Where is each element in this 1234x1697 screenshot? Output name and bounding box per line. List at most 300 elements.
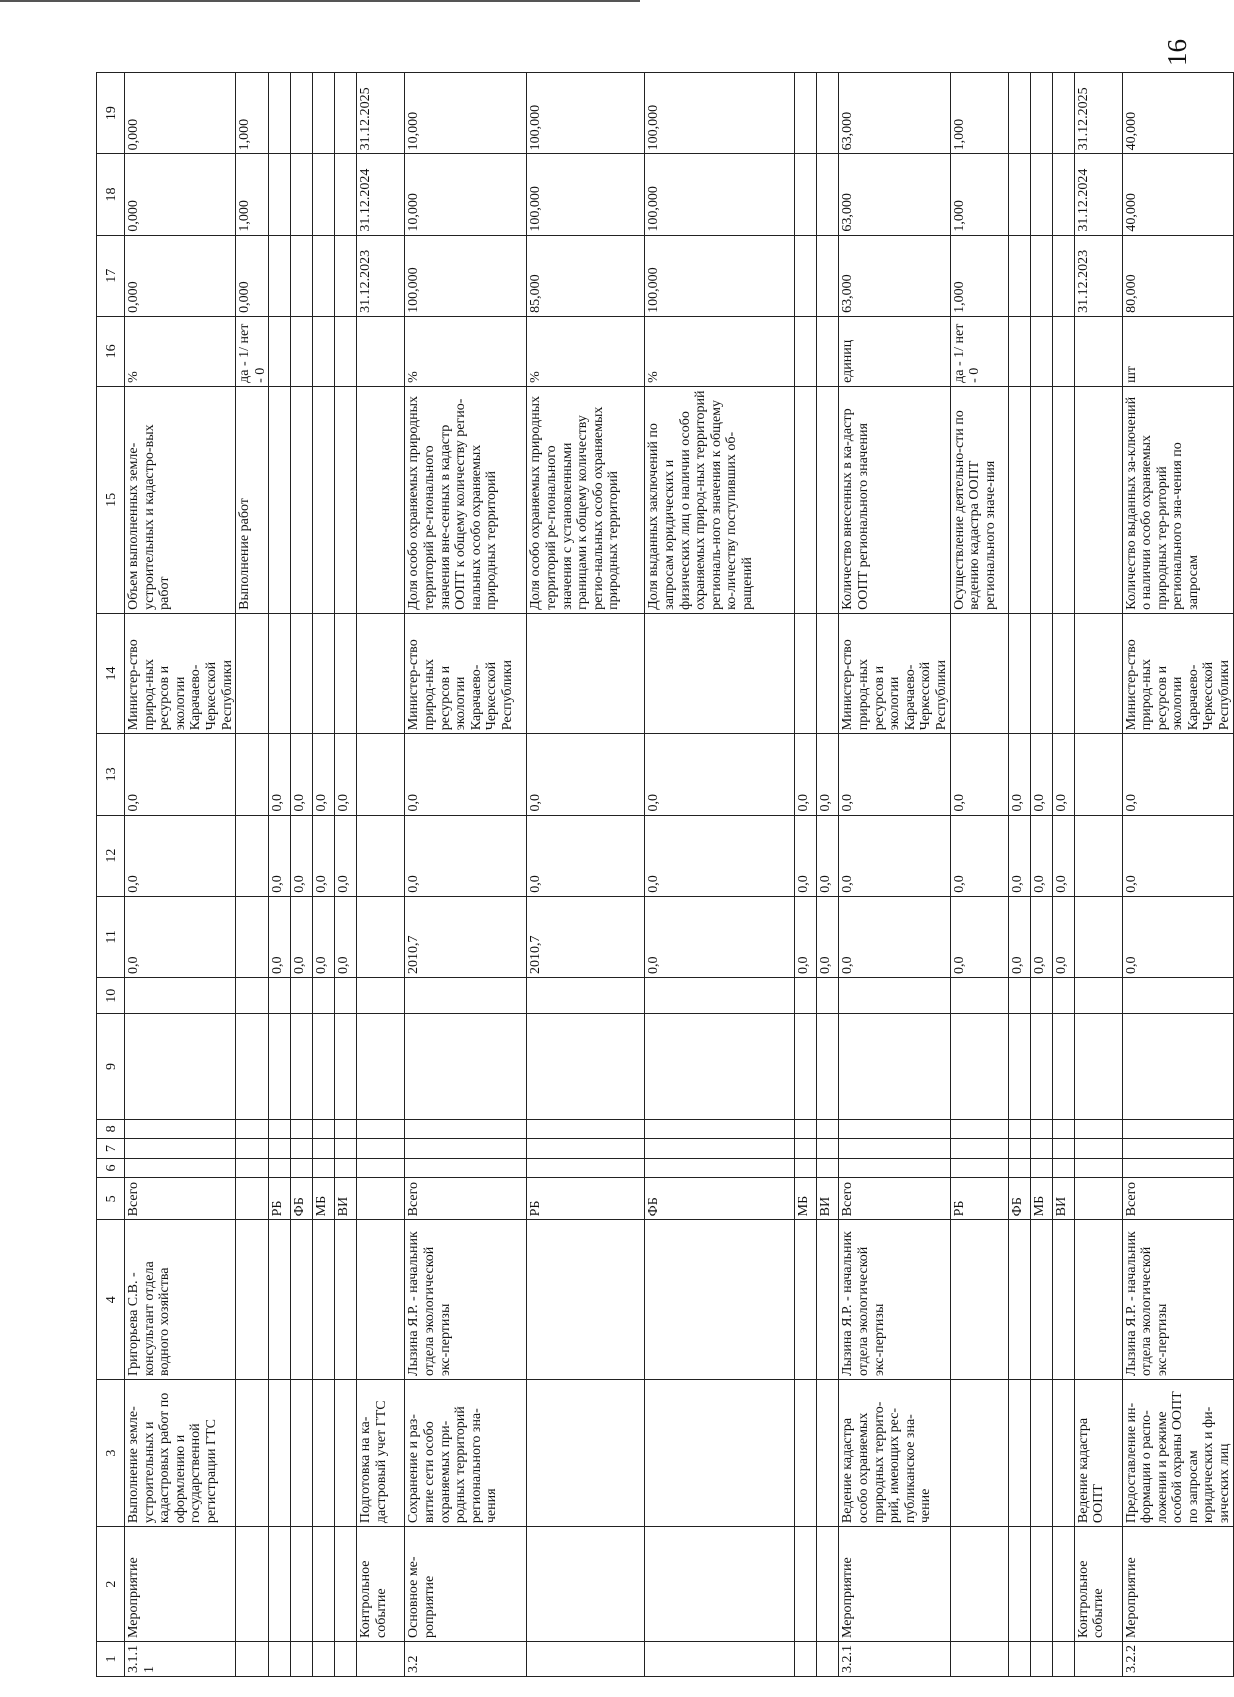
col-6 bbox=[817, 1158, 839, 1178]
executor: Министер-ство природ-ных ресурсов и экологии Карачаево-Черкесской Республики bbox=[405, 613, 527, 733]
col-8 bbox=[527, 1119, 645, 1139]
event-name: Выполнение земле-устроительных и кадастровых работ по оформлению и государственной регистрации ГТС bbox=[125, 1380, 236, 1527]
col-7 bbox=[1122, 1139, 1233, 1159]
col-10 bbox=[269, 978, 291, 1014]
value-2023 bbox=[335, 235, 357, 316]
col-9 bbox=[313, 1014, 335, 1119]
executor bbox=[291, 613, 313, 733]
col-6 bbox=[269, 1158, 291, 1178]
responsible bbox=[1008, 1220, 1030, 1380]
responsible: Лызина Я.Р. - начальник отдела экологической экс-пертизы bbox=[1122, 1220, 1233, 1380]
value-2024: 0,000 bbox=[125, 154, 236, 235]
column-header-8: 8 bbox=[97, 1119, 125, 1139]
column-header-15: 15 bbox=[97, 386, 125, 613]
value-2025: 0,000 bbox=[125, 73, 236, 154]
event-type bbox=[1008, 1527, 1030, 1642]
col-9 bbox=[1074, 1014, 1122, 1119]
col-9 bbox=[1030, 1014, 1052, 1119]
col-6 bbox=[1122, 1158, 1233, 1178]
table-row bbox=[236, 73, 269, 1677]
executor: Министер-ство природ-ных ресурсов и экологии Карачаево-Черкесской Республики bbox=[125, 613, 236, 733]
unit bbox=[291, 316, 313, 386]
col-9 bbox=[950, 1014, 1008, 1119]
responsible bbox=[357, 1220, 405, 1380]
funding-source: МБ bbox=[1030, 1178, 1052, 1220]
value-2025: 10,000 bbox=[405, 73, 527, 154]
amount-11: 2010,7 bbox=[405, 896, 527, 977]
event-type bbox=[645, 1527, 795, 1642]
amount-11: 0,0 bbox=[125, 896, 236, 977]
value-2024: 1,000 bbox=[950, 154, 1008, 235]
col-8 bbox=[645, 1119, 795, 1139]
funding-source: МБ bbox=[795, 1178, 817, 1220]
value-2023: 100,000 bbox=[645, 235, 795, 316]
col-8 bbox=[335, 1119, 357, 1139]
amount-13: 0,0 bbox=[269, 734, 291, 815]
amount-12: 0,0 bbox=[1030, 815, 1052, 896]
amount-11: 0,0 bbox=[1052, 896, 1074, 977]
col-6 bbox=[1030, 1158, 1052, 1178]
value-2024: 1,000 bbox=[236, 154, 269, 235]
executor bbox=[795, 613, 817, 733]
unit bbox=[335, 316, 357, 386]
funding-source: РБ bbox=[269, 1178, 291, 1220]
page-number: 16 bbox=[1162, 39, 1192, 66]
col-7 bbox=[313, 1139, 335, 1159]
funding-source bbox=[1074, 1178, 1122, 1220]
amount-11: 0,0 bbox=[1122, 896, 1233, 977]
amount-11: 0,0 bbox=[645, 896, 795, 977]
row-number bbox=[950, 1641, 1008, 1676]
responsible bbox=[1030, 1220, 1052, 1380]
executor bbox=[527, 613, 645, 733]
amount-13: 0,0 bbox=[839, 734, 950, 815]
amount-12: 0,0 bbox=[313, 815, 335, 896]
col-7 bbox=[269, 1139, 291, 1159]
unit: шт bbox=[1122, 316, 1233, 386]
value-2023 bbox=[1030, 235, 1052, 316]
amount-11: 0,0 bbox=[839, 896, 950, 977]
table-row bbox=[795, 73, 817, 1677]
value-2023 bbox=[313, 235, 335, 316]
amount-12: 0,0 bbox=[527, 815, 645, 896]
value-2023: 100,000 bbox=[405, 235, 527, 316]
responsible bbox=[950, 1220, 1008, 1380]
executor bbox=[313, 613, 335, 733]
event-type: Контрольное событие bbox=[357, 1527, 405, 1642]
row-number bbox=[795, 1641, 817, 1676]
executor bbox=[236, 613, 269, 733]
funding-source: Всего bbox=[125, 1178, 236, 1220]
value-2023: 0,000 bbox=[236, 235, 269, 316]
value-2025 bbox=[817, 73, 839, 154]
value-2024: 100,000 bbox=[527, 154, 645, 235]
column-header-10: 10 bbox=[97, 978, 125, 1014]
col-8 bbox=[357, 1119, 405, 1139]
col-9 bbox=[1052, 1014, 1074, 1119]
col-9 bbox=[527, 1014, 645, 1119]
responsible bbox=[335, 1220, 357, 1380]
row-number bbox=[357, 1641, 405, 1676]
table-row bbox=[405, 73, 527, 1677]
responsible: Лызина Я.Р. - начальник отдела экологической экс-пертизы bbox=[405, 1220, 527, 1380]
value-2025: 100,000 bbox=[527, 73, 645, 154]
value-2023: 63,000 bbox=[839, 235, 950, 316]
value-2024 bbox=[269, 154, 291, 235]
funding-source: РБ bbox=[527, 1178, 645, 1220]
funding-source: Всего bbox=[405, 1178, 527, 1220]
col-10 bbox=[236, 978, 269, 1014]
event-name bbox=[1008, 1380, 1030, 1527]
col-10 bbox=[1074, 978, 1122, 1014]
col-10 bbox=[357, 978, 405, 1014]
amount-12: 0,0 bbox=[269, 815, 291, 896]
executor bbox=[1074, 613, 1122, 733]
table-row bbox=[1008, 73, 1030, 1677]
amount-13: 0,0 bbox=[645, 734, 795, 815]
amount-12 bbox=[236, 815, 269, 896]
table-row bbox=[527, 73, 645, 1677]
funding-source: ФБ bbox=[291, 1178, 313, 1220]
amount-11: 0,0 bbox=[795, 896, 817, 977]
responsible bbox=[1052, 1220, 1074, 1380]
col-9 bbox=[839, 1014, 950, 1119]
value-2025 bbox=[1008, 73, 1030, 154]
col-6 bbox=[1074, 1158, 1122, 1178]
col-7 bbox=[291, 1139, 313, 1159]
value-2023 bbox=[269, 235, 291, 316]
amount-12: 0,0 bbox=[1008, 815, 1030, 896]
value-2023: 80,000 bbox=[1122, 235, 1233, 316]
event-type bbox=[335, 1527, 357, 1642]
col-9 bbox=[1008, 1014, 1030, 1119]
col-8 bbox=[1052, 1119, 1074, 1139]
unit bbox=[795, 316, 817, 386]
indicator bbox=[1052, 386, 1074, 613]
amount-13: 0,0 bbox=[1052, 734, 1074, 815]
funding-source bbox=[357, 1178, 405, 1220]
amount-11: 0,0 bbox=[950, 896, 1008, 977]
indicator: Осуществление деятельно-сти по ведению кадастра ООПТ регионального значе-ния bbox=[950, 386, 1008, 613]
row-number bbox=[1030, 1641, 1052, 1676]
value-2023 bbox=[795, 235, 817, 316]
event-type bbox=[269, 1527, 291, 1642]
unit bbox=[1052, 316, 1074, 386]
value-2024 bbox=[291, 154, 313, 235]
unit: % bbox=[125, 316, 236, 386]
amount-12: 0,0 bbox=[335, 815, 357, 896]
funding-source: РБ bbox=[950, 1178, 1008, 1220]
responsible bbox=[817, 1220, 839, 1380]
value-2023: 0,000 bbox=[125, 235, 236, 316]
col-8 bbox=[839, 1119, 950, 1139]
column-header-6: 6 bbox=[97, 1158, 125, 1178]
indicator bbox=[795, 386, 817, 613]
col-10 bbox=[645, 978, 795, 1014]
amount-11: 2010,7 bbox=[527, 896, 645, 977]
responsible bbox=[269, 1220, 291, 1380]
event-name bbox=[645, 1380, 795, 1527]
col-10 bbox=[1030, 978, 1052, 1014]
executor bbox=[1008, 613, 1030, 733]
col-9 bbox=[817, 1014, 839, 1119]
column-header-11: 11 bbox=[97, 896, 125, 977]
col-6 bbox=[405, 1158, 527, 1178]
responsible bbox=[795, 1220, 817, 1380]
column-header-16: 16 bbox=[97, 316, 125, 386]
column-header-1: 1 bbox=[97, 1641, 125, 1676]
column-header-3: 3 bbox=[97, 1380, 125, 1527]
responsible bbox=[1074, 1220, 1122, 1380]
col-7 bbox=[1030, 1139, 1052, 1159]
unit bbox=[357, 316, 405, 386]
event-name bbox=[795, 1380, 817, 1527]
column-header-5: 5 bbox=[97, 1178, 125, 1220]
column-header-18: 18 bbox=[97, 154, 125, 235]
col-10 bbox=[335, 978, 357, 1014]
col-7 bbox=[527, 1139, 645, 1159]
row-number bbox=[1052, 1641, 1074, 1676]
event-type: Основное ме-роприятие bbox=[405, 1527, 527, 1642]
value-2025: 1,000 bbox=[236, 73, 269, 154]
row-number: 3.2.1 bbox=[839, 1641, 950, 1676]
column-header-4: 4 bbox=[97, 1220, 125, 1380]
funding-source: ФБ bbox=[645, 1178, 795, 1220]
rotated-table-wrapper bbox=[96, 72, 1233, 1677]
col-6 bbox=[1008, 1158, 1030, 1178]
col-7 bbox=[950, 1139, 1008, 1159]
unit bbox=[1030, 316, 1052, 386]
funding-source: ВИ bbox=[335, 1178, 357, 1220]
col-9 bbox=[1122, 1014, 1233, 1119]
executor bbox=[1030, 613, 1052, 733]
header-row bbox=[97, 73, 125, 1677]
unit: % bbox=[405, 316, 527, 386]
col-7 bbox=[795, 1139, 817, 1159]
indicator bbox=[335, 386, 357, 613]
col-9 bbox=[405, 1014, 527, 1119]
row-number bbox=[817, 1641, 839, 1676]
value-2024: 40,000 bbox=[1122, 154, 1233, 235]
value-2023: 1,000 bbox=[950, 235, 1008, 316]
col-10 bbox=[405, 978, 527, 1014]
event-name: Подготовка на ка-дастровый учет ГТС bbox=[357, 1380, 405, 1527]
amount-13: 0,0 bbox=[1122, 734, 1233, 815]
amount-12: 0,0 bbox=[1052, 815, 1074, 896]
amount-12 bbox=[357, 815, 405, 896]
col-9 bbox=[236, 1014, 269, 1119]
event-name bbox=[236, 1380, 269, 1527]
col-6 bbox=[795, 1158, 817, 1178]
amount-13: 0,0 bbox=[795, 734, 817, 815]
amount-13: 0,0 bbox=[1008, 734, 1030, 815]
amount-13 bbox=[1074, 734, 1122, 815]
col-7 bbox=[1074, 1139, 1122, 1159]
value-2024 bbox=[1008, 154, 1030, 235]
value-2024: 63,000 bbox=[839, 154, 950, 235]
indicator: Доля выданных заключений по запросам юридических и физических лиц о наличии особо охраняемых природ-ных территорий региональ-ного значения к общему ко-личеству поступивших об-ращений bbox=[645, 386, 795, 613]
table-row bbox=[1052, 73, 1074, 1677]
executor bbox=[357, 613, 405, 733]
amount-12: 0,0 bbox=[839, 815, 950, 896]
col-10 bbox=[1008, 978, 1030, 1014]
event-type bbox=[313, 1527, 335, 1642]
unit bbox=[313, 316, 335, 386]
value-2024: 10,000 bbox=[405, 154, 527, 235]
indicator bbox=[1008, 386, 1030, 613]
amount-11: 0,0 bbox=[1008, 896, 1030, 977]
amount-11 bbox=[1074, 896, 1122, 977]
col-6 bbox=[645, 1158, 795, 1178]
indicator: Доля особо охраняемых природных территорий ре-гионального значения с установленными границами к общему количеству регио-нальных особо охраняемых природных территорий bbox=[527, 386, 645, 613]
amount-13: 0,0 bbox=[335, 734, 357, 815]
table-row bbox=[125, 73, 236, 1677]
executor bbox=[645, 613, 795, 733]
col-7 bbox=[645, 1139, 795, 1159]
amount-13 bbox=[236, 734, 269, 815]
table-row bbox=[817, 73, 839, 1677]
funding-source: Всего bbox=[839, 1178, 950, 1220]
value-2024 bbox=[1030, 154, 1052, 235]
amount-13 bbox=[357, 734, 405, 815]
col-10 bbox=[817, 978, 839, 1014]
event-type bbox=[1052, 1527, 1074, 1642]
col-10 bbox=[839, 978, 950, 1014]
amount-13: 0,0 bbox=[313, 734, 335, 815]
amount-11 bbox=[357, 896, 405, 977]
table-row bbox=[269, 73, 291, 1677]
amount-12: 0,0 bbox=[1122, 815, 1233, 896]
row-number bbox=[291, 1641, 313, 1676]
amount-13: 0,0 bbox=[291, 734, 313, 815]
value-2023: 31.12.2023 bbox=[1074, 235, 1122, 316]
col-9 bbox=[335, 1014, 357, 1119]
indicator: Выполнение работ bbox=[236, 386, 269, 613]
value-2023: 31.12.2023 bbox=[357, 235, 405, 316]
value-2025: 40,000 bbox=[1122, 73, 1233, 154]
executor bbox=[950, 613, 1008, 733]
value-2025 bbox=[313, 73, 335, 154]
col-9 bbox=[795, 1014, 817, 1119]
amount-11: 0,0 bbox=[313, 896, 335, 977]
unit bbox=[1074, 316, 1122, 386]
amount-13: 0,0 bbox=[527, 734, 645, 815]
col-9 bbox=[125, 1014, 236, 1119]
event-name: Ведение кадастра особо охраняемых природных террито-рий, имеющих рес-публиканское зна-чение bbox=[839, 1380, 950, 1527]
event-type: Мероприятие bbox=[125, 1527, 236, 1642]
amount-11: 0,0 bbox=[817, 896, 839, 977]
event-name bbox=[313, 1380, 335, 1527]
col-7 bbox=[839, 1139, 950, 1159]
unit: % bbox=[645, 316, 795, 386]
event-name: Ведение кадастра ООПТ bbox=[1074, 1380, 1122, 1527]
value-2024 bbox=[817, 154, 839, 235]
amount-11: 0,0 bbox=[291, 896, 313, 977]
col-6 bbox=[313, 1158, 335, 1178]
responsible bbox=[291, 1220, 313, 1380]
event-name bbox=[291, 1380, 313, 1527]
table-row bbox=[313, 73, 335, 1677]
amount-11: 0,0 bbox=[1030, 896, 1052, 977]
col-7 bbox=[236, 1139, 269, 1159]
event-name: Сохранение и раз-витие сети особо охраняемых при-родных территорий регионального зна-чения bbox=[405, 1380, 527, 1527]
amount-12: 0,0 bbox=[405, 815, 527, 896]
col-7 bbox=[125, 1139, 236, 1159]
event-name bbox=[527, 1380, 645, 1527]
event-name bbox=[950, 1380, 1008, 1527]
amount-13: 0,0 bbox=[125, 734, 236, 815]
col-9 bbox=[269, 1014, 291, 1119]
amount-12: 0,0 bbox=[817, 815, 839, 896]
funding-source: ФБ bbox=[1008, 1178, 1030, 1220]
funding-source: ВИ bbox=[817, 1178, 839, 1220]
responsible: Григорьева С.В. - консультант отдела водного хозяйства bbox=[125, 1220, 236, 1380]
value-2025: 63,000 bbox=[839, 73, 950, 154]
value-2025 bbox=[1052, 73, 1074, 154]
col-8 bbox=[817, 1119, 839, 1139]
amount-12: 0,0 bbox=[795, 815, 817, 896]
col-9 bbox=[357, 1014, 405, 1119]
col-8 bbox=[405, 1119, 527, 1139]
amount-12: 0,0 bbox=[125, 815, 236, 896]
column-header-7: 7 bbox=[97, 1139, 125, 1159]
col-6 bbox=[1052, 1158, 1074, 1178]
col-8 bbox=[236, 1119, 269, 1139]
event-type bbox=[291, 1527, 313, 1642]
unit bbox=[817, 316, 839, 386]
row-number bbox=[645, 1641, 795, 1676]
column-header-2: 2 bbox=[97, 1527, 125, 1642]
value-2024: 100,000 bbox=[645, 154, 795, 235]
col-7 bbox=[817, 1139, 839, 1159]
row-number bbox=[313, 1641, 335, 1676]
funding-source bbox=[236, 1178, 269, 1220]
program-table bbox=[96, 72, 1234, 1677]
event-type bbox=[1030, 1527, 1052, 1642]
value-2025 bbox=[795, 73, 817, 154]
event-name bbox=[1052, 1380, 1074, 1527]
value-2024 bbox=[335, 154, 357, 235]
col-8 bbox=[1074, 1119, 1122, 1139]
executor: Министер-ство природ-ных ресурсов и экологии Карачаево-Черкесской Республики bbox=[839, 613, 950, 733]
table-row bbox=[335, 73, 357, 1677]
row-number bbox=[1074, 1641, 1122, 1676]
table-row bbox=[839, 73, 950, 1677]
indicator bbox=[291, 386, 313, 613]
row-number bbox=[1008, 1641, 1030, 1676]
col-6 bbox=[335, 1158, 357, 1178]
unit: % bbox=[527, 316, 645, 386]
amount-13: 0,0 bbox=[1030, 734, 1052, 815]
top-rule bbox=[0, 0, 640, 2]
col-6 bbox=[950, 1158, 1008, 1178]
event-type: Мероприятие bbox=[839, 1527, 950, 1642]
col-6 bbox=[236, 1158, 269, 1178]
indicator: Доля особо охраняемых природных территорий ре-гионального значения вне-сенных в кадастр ООПТ к общему количеству регио-нальных особо охраняемых природных территорий bbox=[405, 386, 527, 613]
funding-source: МБ bbox=[313, 1178, 335, 1220]
col-8 bbox=[1008, 1119, 1030, 1139]
unit bbox=[269, 316, 291, 386]
col-6 bbox=[291, 1158, 313, 1178]
executor bbox=[335, 613, 357, 733]
event-name bbox=[335, 1380, 357, 1527]
col-6 bbox=[125, 1158, 236, 1178]
unit: да - 1/ нет - 0 bbox=[950, 316, 1008, 386]
event-type bbox=[950, 1527, 1008, 1642]
value-2024 bbox=[313, 154, 335, 235]
col-10 bbox=[1122, 978, 1233, 1014]
indicator bbox=[817, 386, 839, 613]
